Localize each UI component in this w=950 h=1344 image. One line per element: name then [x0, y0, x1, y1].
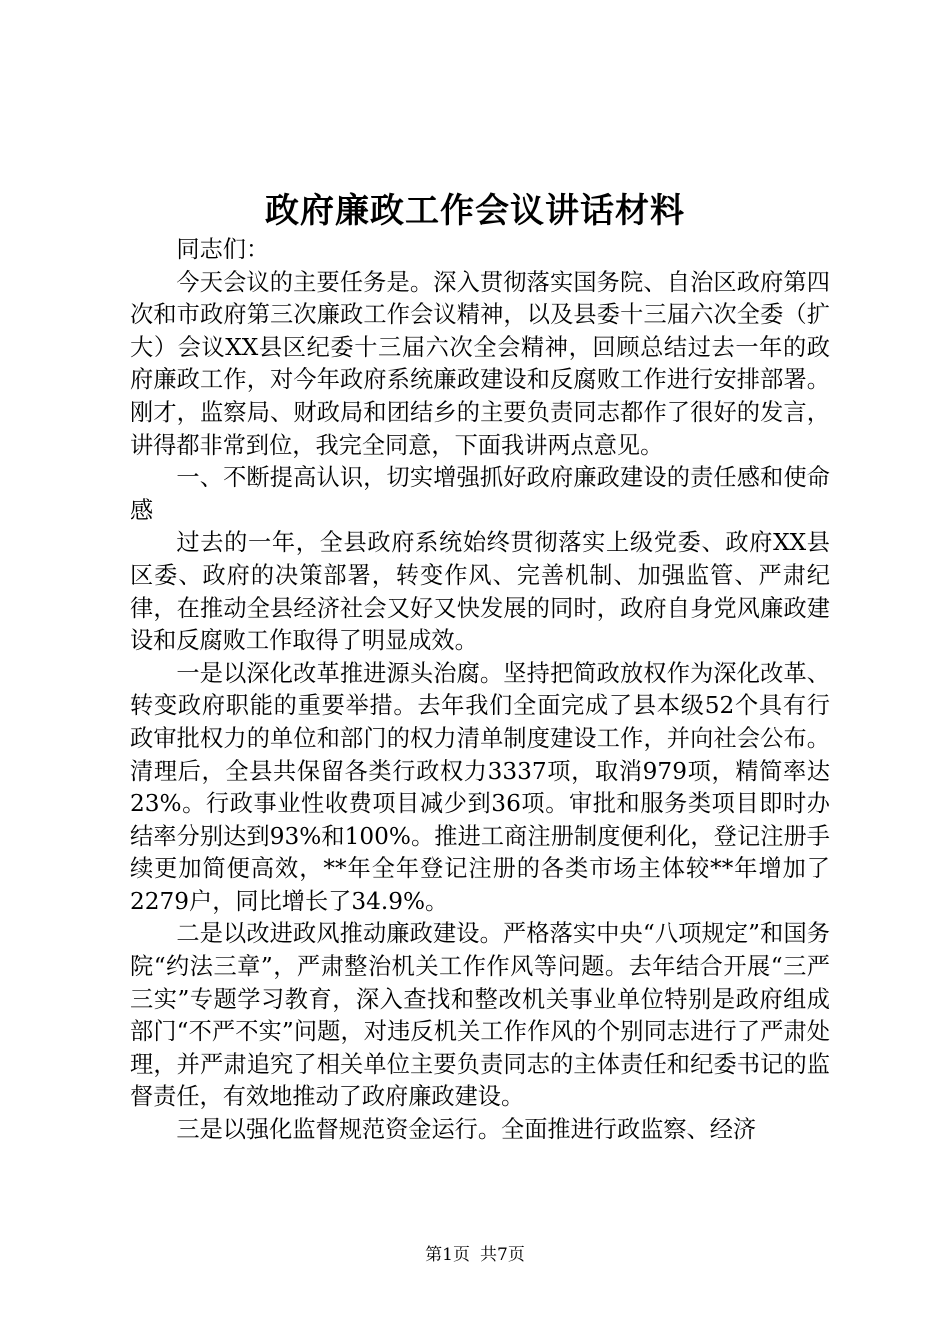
paragraph-intro: 今天会议的主要任务是。深入贯彻落实国务院、自治区政府第四次和市政府第三次廉政工作会议精神，以及县委十三届六次全委（扩大）会议XX县区纪委十三届六次全会精神，回顾总结过去一年的政府廉政工作，对今年政府系统廉政建设和反腐败工作进行安排部署。刚才，监察局、财政局和团结乡的主要负责同志都作了很好的发言，讲得都非常到位，我完全同意，下面我讲两点意见。 [130, 268, 830, 459]
paragraph-review: 过去的一年，全县政府系统始终贯彻落实上级党委、政府XX县区委、政府的决策部署，转变作风、完善机制、加强监管、严肃纪律，在推动全县经济社会又好又快发展的同时，政府自身党风廉政建设和反腐败工作取得了明显成效。 [130, 529, 830, 655]
page-total: 共7页 [480, 1245, 525, 1265]
document-title: 政府廉政工作会议讲话材料 [265, 191, 685, 231]
paragraph-point-3: 三是以强化监督规范资金运行。全面推进行政监察、经济 [176, 1116, 757, 1144]
paragraph-point-1: 一是以深化改革推进源头治腐。坚持把简政放权作为深化改革、转变政府职能的重要举措。去年我们全面完成了县本级52个具有行政审批权力的单位和部门的权力清单制度建设工作，并向社会公布。清理后，全县共保留各类行政权力3337项，取消979项，精简率达23%。行政事业性收费项目减少到36项。审批和服务类项目即时办结率分别达到93%和100%。推进工商注册制度便利化，登记注册手续更加简便高效，**年全年登记注册的各类市场主体较**年增加了2279户，同比增长了34.9%。 [130, 659, 830, 915]
page-number: 第1页 [425, 1245, 470, 1265]
document-body [130, 234, 830, 1147]
section-heading-1: 一、不断提高认识，切实增强抓好政府廉政建设的责任感和使命感 [130, 464, 830, 524]
page-footer [0, 1243, 950, 1267]
salutation: 同志们： [176, 236, 270, 263]
paragraph-point-2: 二是以改进政风推动廉政建设。严格落实中央“八项规定”和国务院“约法三章”，严肃整治机关工作作风等问题。去年结合开展“三严三实”专题学习教育，深入查找和整改机关事业单位特别是政府组成部门“不严不实”问题，对违反机关工作作风的个别同志进行了严肃处理，并严肃追究了相关单位主要负责同志的主体责任和纪委书记的监督责任，有效地推动了政府廉政建设。 [130, 920, 830, 1111]
